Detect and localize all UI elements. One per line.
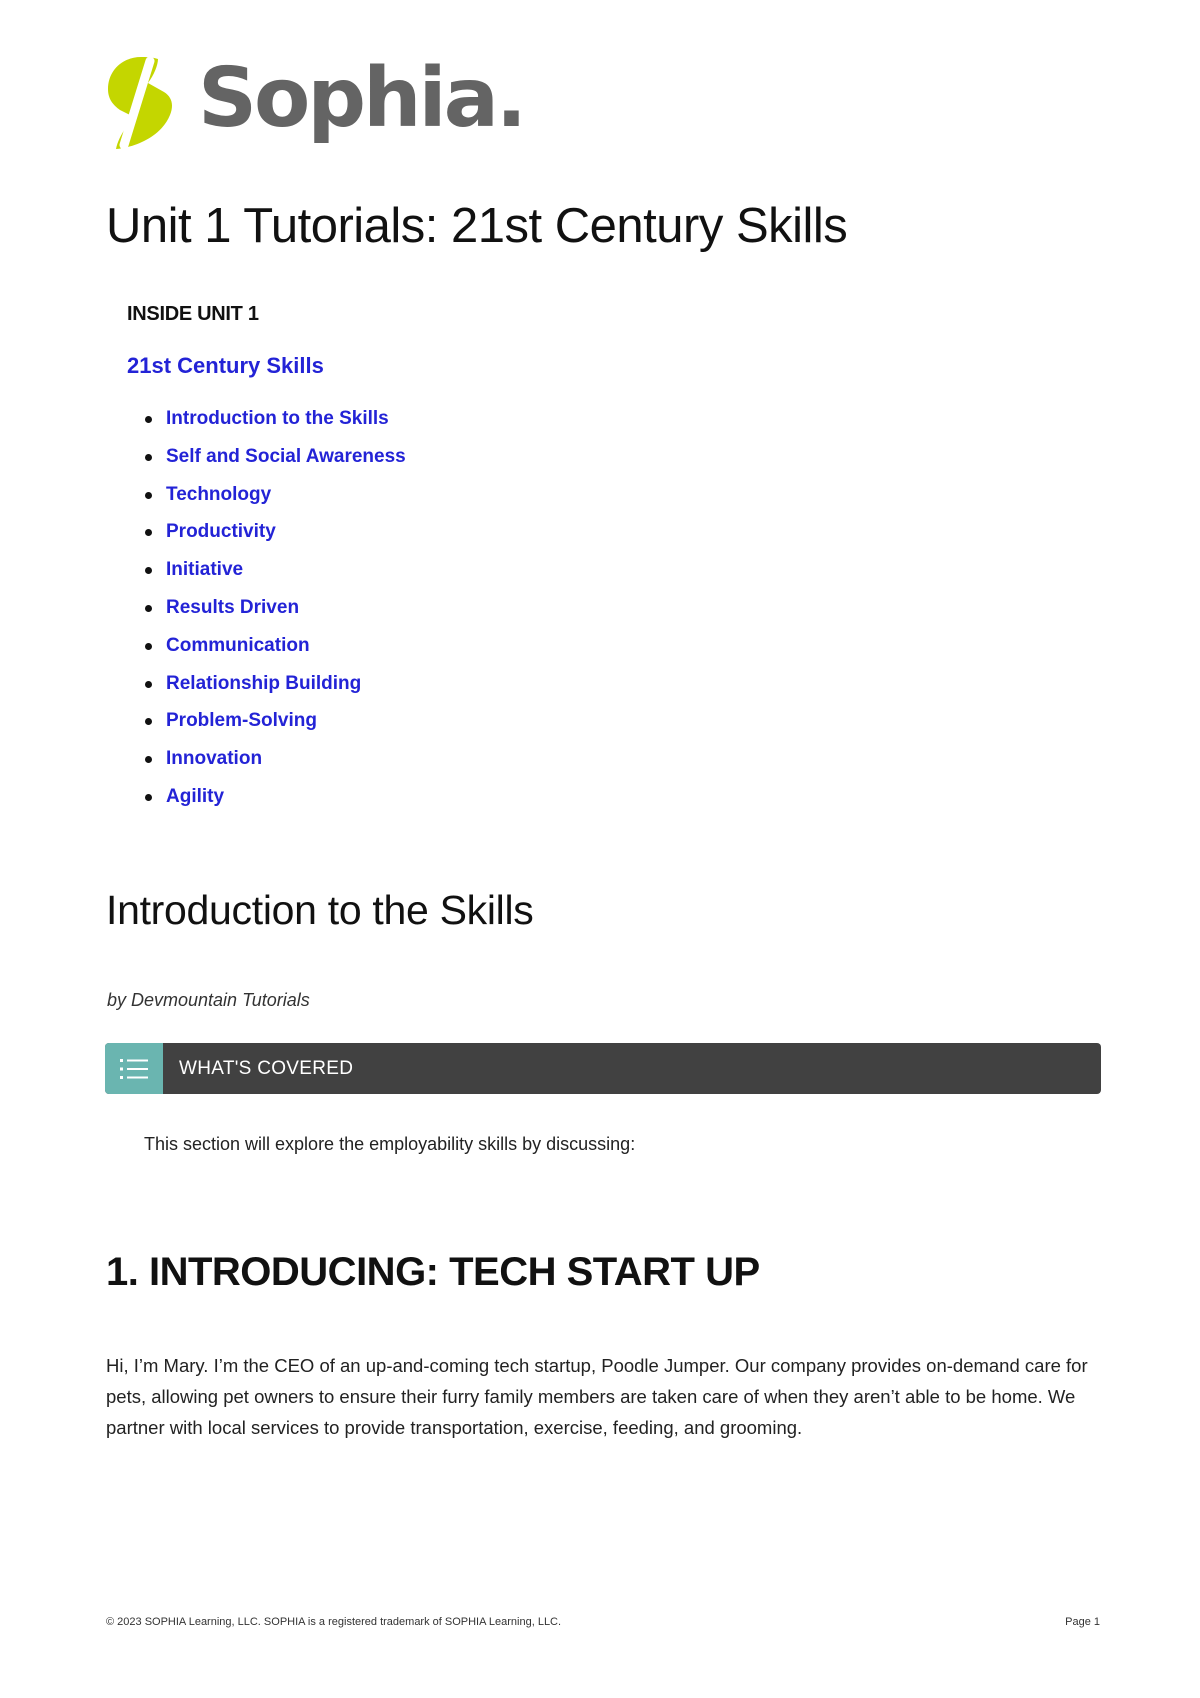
toc-link-productivity[interactable]: Productivity — [145, 518, 406, 556]
toc-link-innovation[interactable]: Innovation — [145, 745, 406, 783]
sophia-wordmark: Sophia. — [198, 51, 525, 146]
footer-page-number: Page 1 — [1065, 1616, 1100, 1628]
list-icon — [105, 1043, 163, 1094]
footer-copyright: © 2023 SOPHIA Learning, LLC. SOPHIA is a registered trademark of SOPHIA Learning, LLC. — [106, 1616, 562, 1628]
toc-list — [145, 405, 406, 821]
sophia-logo — [104, 51, 525, 151]
page-title: Unit 1 Tutorials: 21st Century Skills — [106, 199, 848, 253]
toc-link-technology[interactable]: Technology — [145, 481, 406, 519]
subsection-heading: 1. INTRODUCING: TECH START UP — [106, 1250, 760, 1294]
byline: by Devmountain Tutorials — [107, 990, 310, 1010]
section-link-21st-century-skills[interactable]: 21st Century Skills — [127, 353, 324, 378]
toc-link-communication[interactable]: Communication — [145, 632, 406, 670]
toc-link-initiative[interactable]: Initiative — [145, 556, 406, 594]
toc-link-problem-solving[interactable]: Problem-Solving — [145, 707, 406, 745]
inside-unit-label: INSIDE UNIT 1 — [127, 303, 259, 325]
toc-link-introduction[interactable]: Introduction to the Skills — [145, 405, 406, 443]
toc-link-relationship-building[interactable]: Relationship Building — [145, 670, 406, 708]
toc-link-self-social-awareness[interactable]: Self and Social Awareness — [145, 443, 406, 481]
intro-paragraph: Hi, I’m Mary. I’m the CEO of an up-and-coming tech startup, Poodle Jumper. Our company provides on-demand care for pets, allowing pet owners to ensure their furry family members are taken care of when they aren’t able to be home. We partner with local services to provide transportation, exercise, feeding, and grooming. — [106, 1355, 1088, 1438]
toc-link-agility[interactable]: Agility — [145, 783, 406, 821]
whats-covered-banner — [105, 1043, 1101, 1094]
sophia-mark-icon — [104, 55, 176, 151]
whats-covered-text: This section will explore the employability skills by discussing: — [144, 1134, 636, 1154]
toc-link-results-driven[interactable]: Results Driven — [145, 594, 406, 632]
section-heading: Introduction to the Skills — [106, 887, 534, 933]
whats-covered-label: WHAT'S COVERED — [179, 1057, 354, 1079]
